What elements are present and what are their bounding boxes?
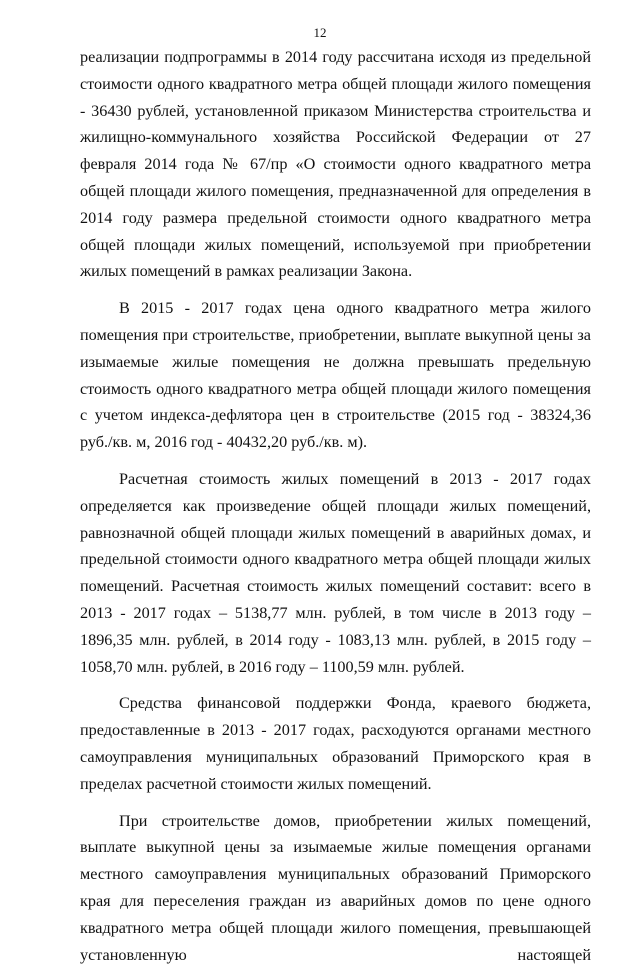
document-body xyxy=(80,44,591,968)
paragraph-fund-support: Средства финансовой поддержки Фонда, краевого бюджета, предоставленные в 2013 - 2017 годах, расходуются органами местного самоуправления муниципальных образований Приморского края в пределах расчетной стоимости жилых помещений. xyxy=(80,694,591,793)
page-number: 12 xyxy=(313,25,327,40)
paragraph-price-2015-2017: В 2015 - 2017 годах цена одного квадратного метра жилого помещения при строительстве, приобретении, выплате выкупной цены за изымаемые жилые помещения не должна превышать предельную стоимость одного квадратного метра общей площади жилого помещения с учетом индекса-дефлятора цен в строительстве (2015 год - 38324,36 руб./кв. м, 2016 год - 40432,20 руб./кв. м). xyxy=(80,299,591,452)
paragraph-construction-purchase: При строительстве домов, приобретении жилых помещений, выплате выкупной цены за изымаемые жилые помещения органами местного самоуправления муниципальных образований Приморского края для переселения граждан из аварийных домов по цене одного квадратного метра общей площади жилого помещения, превышающей установленную настоящей xyxy=(80,811,591,964)
paragraph-estimated-cost: Расчетная стоимость жилых помещений в 2013 - 2017 годах определяется как произведение общей площади жилых помещений, равнозначной общей площади жилых помещений в аварийных домах, и предельной стоимости одного квадратного метра общей площади жилых помещений. Расчетная стоимость жилых помещений составит: всего в 2013 - 2017 годах – 5138,77 млн. рублей, в том числе в 2013 году – 1896,35 млн. рублей, в 2014 году - 1083,13 млн. рублей, в 2015 году – 1058,70 млн. рублей, в 2016 году – 1100,59 млн. рублей. xyxy=(80,469,591,676)
paragraph-continuation: реализации подпрограммы в 2014 году рассчитана исходя из предельной стоимости одного квадратного метра общей площади жилого помещения - 36430 рублей, установленной приказом Министерства строительства и жилищно-коммунального хозяйства Российской Федерации от 27 февраля 2014 года № 67/пр «О стоимости одного квадратного метра общей площади жилого помещения, предназначенной для определения в 2014 году размера предельной стоимости одного квадратного метра общей площади жилых помещений, используемой при приобретении жилых помещений в рамках реализации Закона. xyxy=(80,48,591,281)
